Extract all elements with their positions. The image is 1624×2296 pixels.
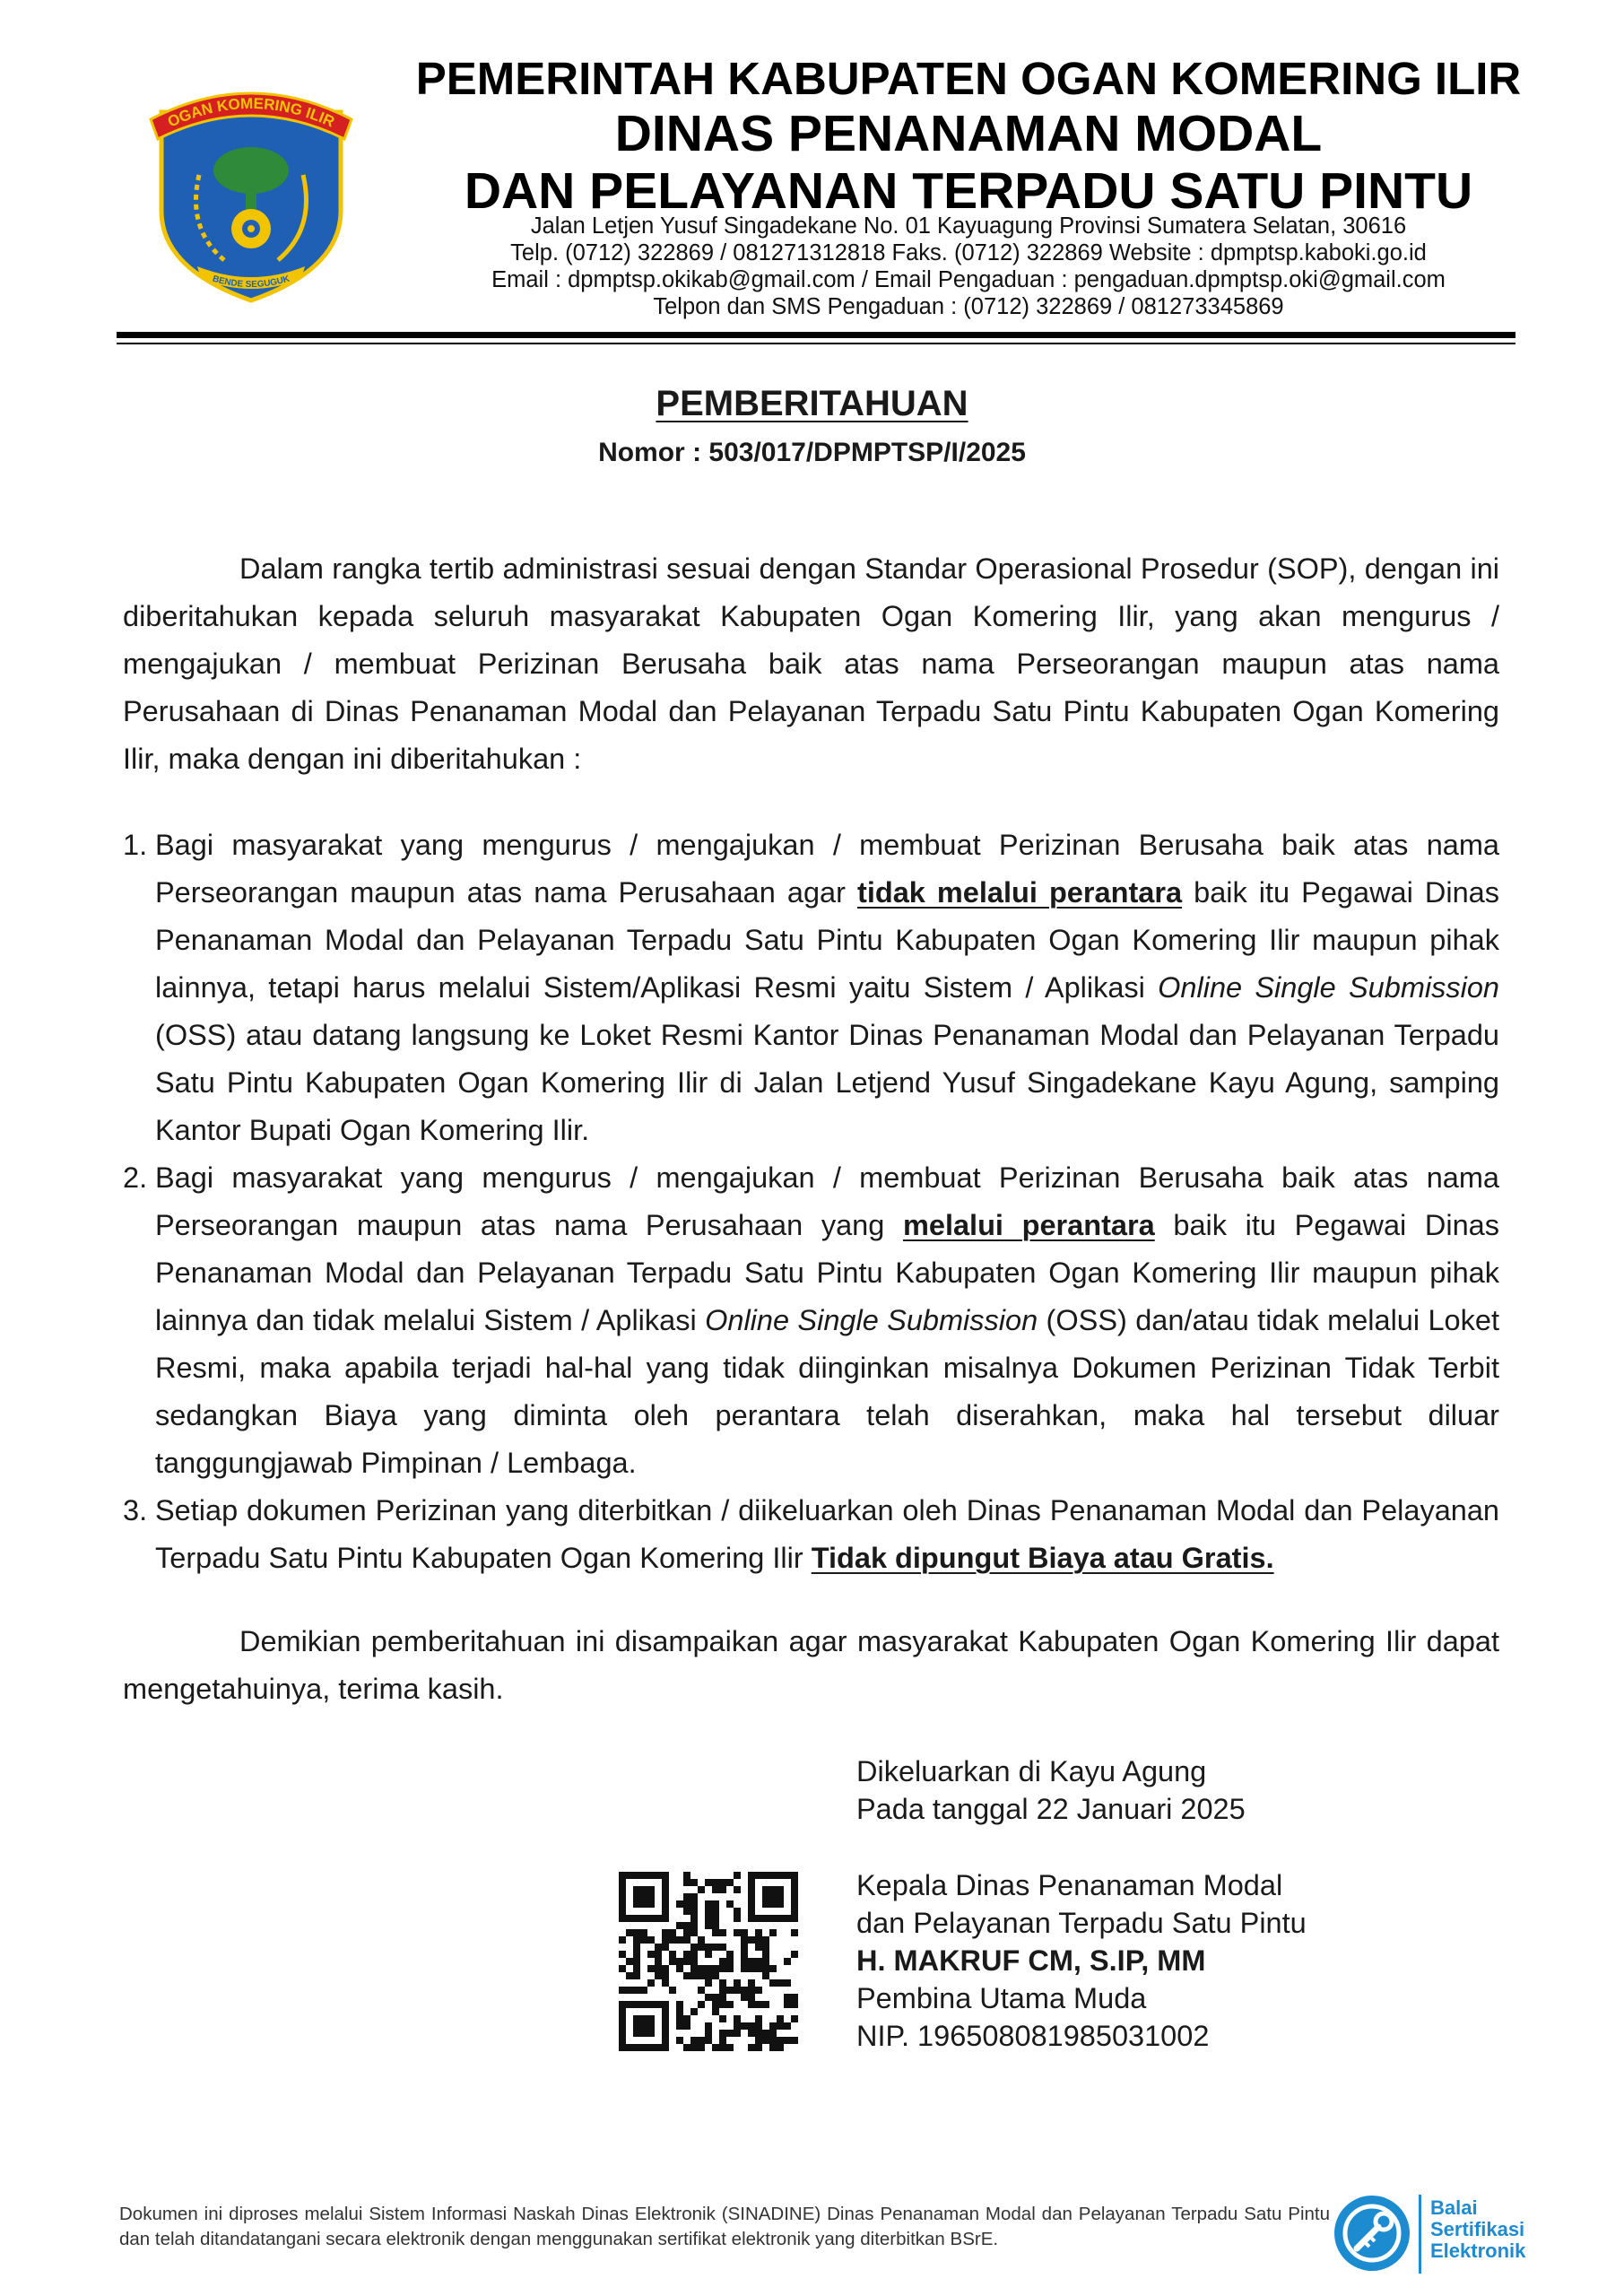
item-italic: Online Single Submission [1158,971,1499,1004]
closing-paragraph: Demikian pemberitahuan ini disampaikan agar masyarakat Kabupaten Ogan Komering Ilir dapat mengetahuinya, terima kasih. [123,1625,1499,1705]
letterhead-email: Email : dpmptsp.okikab@gmail.com / Email Pengaduan : pengaduan.dpmptsp.oki@gmail.com [491,267,1446,292]
item-text: Bagi masyarakat yang mengurus / mengajukan / membuat Perizinan Berusaha baik atas nama Perseorangan maupun atas nama Perusahaan agar [155,829,1499,909]
signer-rank: Pembina Utama Muda [856,1982,1147,2014]
list-item-number: 1. [123,829,148,861]
item-text: Bagi masyarakat yang mengurus / mengajukan / membuat Perizinan Berusaha baik atas nama Perseorangan maupun atas nama Perusahaan yang [155,1161,1499,1241]
signer-position-cont: dan Pelayanan Terpadu Satu Pintu [856,1907,1307,1939]
item-text: (OSS) dan/atau tidak melalui Loket Resmi, maka apabila terjadi hal-hal yang tidak diinginkan misalnya Dokumen Perizinan Tidak Terbit sedangkan Biaya yang diminta oleh perantara telah diserahkan, maka hal tersebut diluar tanggungjawab Pimpinan / Lembaga. [155,1304,1499,1479]
letterhead-phone: Telp. (0712) 322869 / 081271312818 Faks. (0712) 322869 Website : dpmptsp.kaboki.go.id [510,240,1427,265]
issued-date: Pada tanggal 22 Januari 2025 [856,1793,1246,1825]
footer-note: Dokumen ini diproses melalui Sistem Informasi Naskah Dinas Elektronik (SINADINE) Dinas Penanaman Modal dan Pelayanan Terpadu Satu Pintu dan telah ditandatangani secara elektronik dengan menggunakan sertifikat elektronik yang diterbitkan BSrE. [119,2204,1330,2249]
item-emphasis: Tidak dipungut Biaya atau Gratis. [811,1542,1274,1574]
item-emphasis: melalui perantara [902,1209,1155,1241]
regency-emblem-icon [143,76,359,305]
intro-paragraph: Dalam rangka tertib administrasi sesuai dengan Standar Operasional Prosedur (SOP), dengan ini diberitahukan kepada seluruh masyarakat Kabupaten Ogan Komering Ilir, yang akan mengurus / mengajukan / membuat Perizinan Berusaha baik atas nama Perseorangan maupun atas nama Perusahaan di Dinas Penanaman Modal dan Pelayanan Terpadu Satu Pintu Kabupaten Ogan Komering Ilir, maka dengan ini diberitahukan : [123,552,1499,775]
letterhead-government: PEMERINTAH KABUPATEN OGAN KOMERING ILIR [415,53,1522,104]
signer-nip: NIP. 196508081985031002 [856,2020,1210,2052]
letterhead-agency: DINAS PENANAMAN MODAL [614,105,1323,162]
item-emphasis: tidak melalui perantara [857,876,1183,909]
document-title: PEMBERITAHUAN [656,384,968,423]
item-text: baik itu Pegawai Dinas Penanaman Modal dan Pelayanan Terpadu Satu Pintu Kabupaten Ogan Komering Ilir maupun pihak lainnya dan tidak melalui Sistem / Aplikasi [155,1209,1500,1336]
letterhead-divider-thick [117,332,1515,338]
signer-name: H. MAKRUF CM, S.IP, MM [856,1944,1206,1977]
bsre-label: Balai [1430,2196,1478,2219]
document-number: Nomor : 503/017/DPMPTSP/I/2025 [598,438,1026,467]
bsre-logo-icon [1332,2193,1412,2274]
list-item-number: 3. [123,1494,148,1526]
item-text: (OSS) atau datang langsung ke Loket Resmi Kantor Dinas Penanaman Modal dan Pelayanan Terpadu Satu Pintu Kabupaten Ogan Komering Ilir di Jalan Letjend Yusuf Singadekane Kayu Agung, samping Kantor Bupati Ogan Komering Ilir. [155,1019,1499,1146]
list-item-1 [155,822,1499,1154]
bsre-label: Sertifikasi [1430,2218,1525,2240]
signer-position: Kepala Dinas Penanaman Modal [856,1869,1283,1901]
item-italic: Online Single Submission [705,1304,1038,1336]
bsre-divider [1419,2195,1421,2274]
item-text: baik itu Pegawai Dinas Penanaman Modal dan Pelayanan Terpadu Satu Pintu Kabupaten Ogan Komering Ilir maupun pihak lainnya, tetapi harus melalui Sistem/Aplikasi Resmi yaitu Sistem / Aplikasi [155,876,1499,1004]
letterhead-complaint-phone: Telpon dan SMS Pengaduan : (0712) 322869 / 081273345869 [653,294,1284,319]
letterhead-divider-thin [117,343,1515,344]
list-item-number: 2. [123,1161,148,1194]
list-item-3 [155,1487,1499,1582]
emblem-bottom-text: BENDE SEGUGUK [211,274,291,291]
qr-code-icon [619,1872,798,2051]
bsre-label: Elektronik [1430,2239,1526,2262]
issued-place: Dikeluarkan di Kayu Agung [856,1755,1207,1787]
letterhead-agency-cont: DAN PELAYANAN TERPADU SATU PINTU [464,162,1473,220]
list-item-2 [155,1154,1499,1487]
letterhead-address: Jalan Letjen Yusuf Singadekane No. 01 Kayuagung Provinsi Sumatera Selatan, 30616 [530,213,1407,239]
item-text: Setiap dokumen Perizinan yang diterbitkan / diikeluarkan oleh Dinas Penanaman Modal dan Pelayanan Terpadu Satu Pintu Kabupaten Ogan Komering Ilir [155,1494,1499,1574]
emblem-top-text: OGAN KOMERING ILIR [165,94,337,131]
